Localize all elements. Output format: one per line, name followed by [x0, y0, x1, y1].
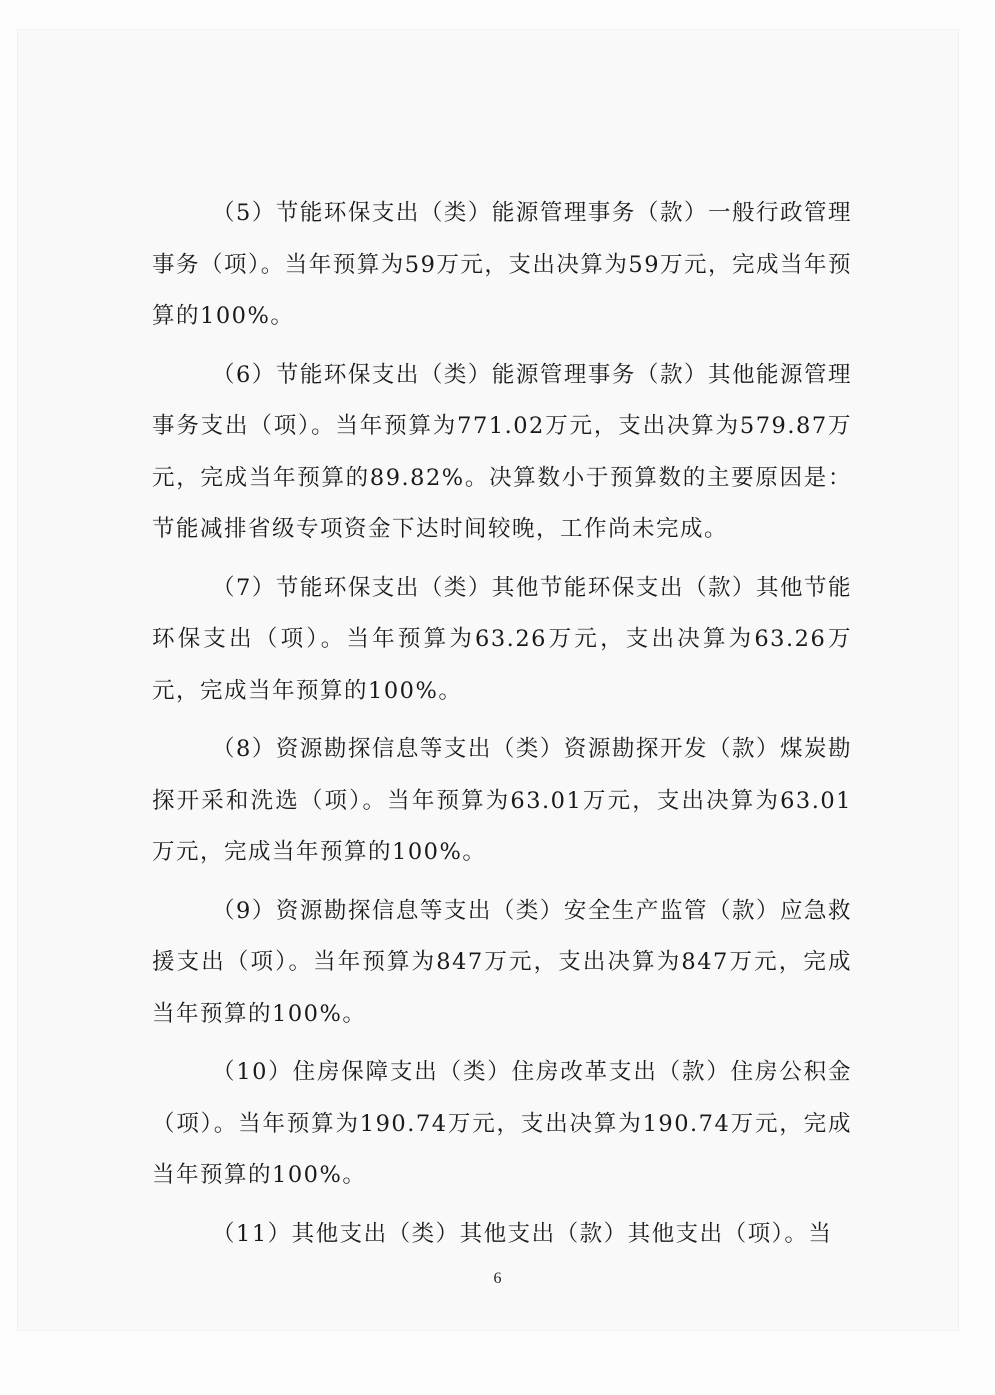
page-number: 6	[493, 1270, 502, 1287]
paragraph-item-10: （10）住房保障支出（类）住房改革支出（款）住房公积金（项）。当年预算为190.74万元，支出决算为190.74万元，完成当年预算的100%。	[152, 1059, 852, 1188]
paragraph-item-8: （8）资源勘探信息等支出（类）资源勘探开发（款）煤炭勘探开采和洗选（项）。当年预算为63.01万元，支出决算为63.01万元，完成当年预算的100%。	[152, 736, 852, 865]
paragraph-item-11: （11）其他支出（类）其他支出（款）其他支出（项）。当	[212, 1220, 833, 1247]
paragraph-item-5: （5）节能环保支出（类）能源管理事务（款）一般行政管理事务（项）。当年预算为59万元，支出决算为59万元，完成当年预算的100%。	[152, 200, 853, 329]
paragraph-item-7: （7）节能环保支出（类）其他节能环保支出（款）其他节能环保支出（项）。当年预算为63.26万元，支出决算为63.26万元，完成当年预算的100%。	[152, 574, 852, 704]
body-text	[152, 188, 852, 1267]
paragraph-item-6: （6）节能环保支出（类）能源管理事务（款）其他能源管理事务支出（项）。当年预算为771.02万元，支出决算为579.87万元，完成当年预算的89.82%。决算数小于预算数的主要原因是：节能减排省级专项资金下达时间较晚，工作尚未完成。	[152, 361, 852, 542]
paragraph-item-9: （9）资源勘探信息等支出（类）安全生产监管（款）应急救援支出（项）。当年预算为847万元，支出决算为847万元，完成当年预算的100%。	[152, 897, 852, 1027]
